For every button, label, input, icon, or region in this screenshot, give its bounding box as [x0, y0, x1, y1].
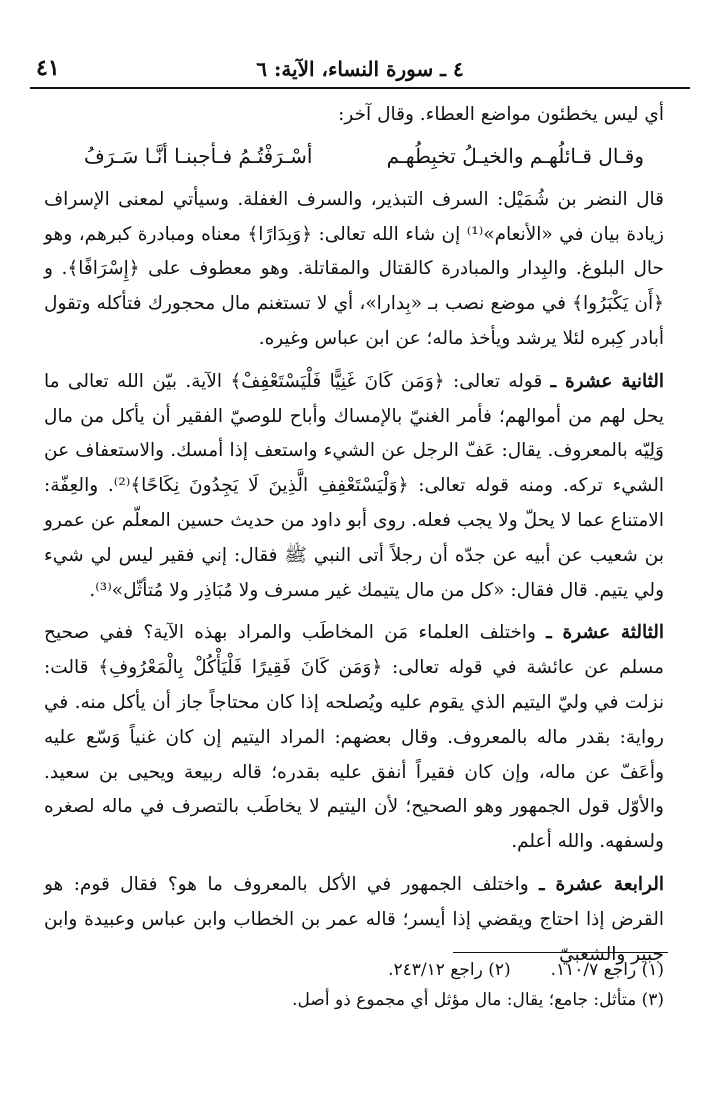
- page-number: ٤١: [36, 55, 60, 81]
- paragraph-thirteenth: [44, 616, 664, 860]
- running-header: [30, 55, 690, 89]
- paragraph-thirteenth-text: واختلف العلماء مَن المخاطَب والمراد بهذه الآية؟ ففي صحيح مسلم عن عائشة في قوله تعالى: ﴿وَمَن كَانَ فَقِيرًا فَلْيَأْكُلْ بِالْمَعْرُوفِ﴾ قالت: نزلت في وليّ اليتيم الذي يقوم عليه ويُصلحه إذا كان محتاجاً جاز أن يأكل منه. في رواية: بقدر ماله بالمعروف. وقال بعضهم: المراد اليتيم إن كان غنياً وَسّع عليه وأعَفّ عن ماله، وإن كان فقيراً أنفق عليه بقدره؛ قاله ربيعة ويحيى بن سعيد. والأوّل قول الجمهور وهو الصحيح؛ لأن اليتيم لا يخاطَب بالتصرف في ماله لصغره ولسفهه. والله أعلم.: [44, 622, 664, 853]
- main-text: [44, 98, 664, 972]
- footnote-separator: [453, 952, 668, 953]
- paragraph-israf: قال النضر بن شُمَيْل: السرف التبذير، والسرف الغفلة. وسيأتي لمعنى الإسراف زيادة بيان في «الأنعام»⁽¹⁾ إن شاء الله تعالى: ﴿وَبِدَارًا﴾ معناه ومبادرة كبرهم، وهو حال البلوغ. والبِدار والمبادرة كالقتال والمقاتلة. وهو معطوف على ﴿إِسْرَافًا﴾. و ﴿أَن يَكْبَرُوا﴾ في موضع نصب بـ «بِدارا»، أي لا تستغنم مال محجورك فتأكله وتقول أبادر كِبره لئلا يرشد ويأخذ ماله؛ عن ابن عباس وغيره.: [44, 188, 664, 349]
- section-heading-fourteenth: الرابعة عشرة ـ: [539, 873, 664, 895]
- poem-second-hemistich: أسْـرَفْتُـمُ فـأجبنـا أنَّـا سَـرَفُ: [84, 143, 313, 168]
- footnote-1: (١) راجع ١١٠/٧.: [550, 960, 664, 980]
- intro-line: أي ليس يخطئون مواضع العطاء. وقال آخر:: [338, 104, 664, 125]
- poem-first-hemistich: وقـال قـائلُهـم والخيـلُ تخبِطُهـم: [386, 143, 644, 168]
- section-heading-twelfth: الثانية عشرة ـ: [550, 370, 664, 392]
- paragraph-twelfth: [44, 365, 664, 609]
- footnote-3: (٣) متأثل: جامع؛ يقال: مال مؤثل أي مجموع ذو أصل.: [292, 990, 664, 1010]
- footnotes: [44, 955, 664, 1015]
- poetry-verse: [44, 133, 664, 179]
- section-heading-thirteenth: الثالثة عشرة ـ: [546, 622, 664, 644]
- paragraph-fourteenth-text: واختلف الجمهور في الأكل بالمعروف ما هو؟ فقال قوم: هو القرض إذا احتاج ويقضي إذا أيسر؛ قاله عمر بن الخطاب وابن عباس وعبيدة وابن جبير والشعبيّ: [44, 873, 664, 965]
- footnote-row: [44, 955, 664, 985]
- paragraph-twelfth-text: قوله تعالى: ﴿وَمَن كَانَ غَنِيًّا فَلْيَسْتَعْفِفْ﴾ الآية. بيّن الله تعالى ما يحل لهم من أموالهم؛ فأمر الغنيّ بالإمساك وأباح للوصيّ الفقير أن يأكل من مال وَلِيّه بالمعروف. يقال: عَفّ الرجل عن الشيء واستعف إذا أمسك. والاستعفاف عن الشيء تركه. ومنه قوله تعالى: ﴿وَلْيَسْتَعْفِفِ الَّذِينَ لَا يَجِدُونَ نِكَاحًا﴾⁽²⁾. والعِفّة: الامتناع عما لا يحلّ ولا يجب فعله. روى أبو داود من حديث حسين المعلّم عن عمرو بن شعيب عن أبيه عن جدّه أن رجلاً أتى النبي ﷺ فقال: إني فقير ليس لي شيء ولي يتيم. قال فقال: «كل من مال يتيمك غير مسرف ولا مُبَاذِر ولا مُتأثّل»⁽³⁾.: [44, 370, 665, 601]
- footnote-2: (٢) راجع ٢٤٣/١٢.: [388, 960, 511, 980]
- chapter-verse-title: ٤ ـ سورة النساء، الآية: ٦: [256, 57, 464, 81]
